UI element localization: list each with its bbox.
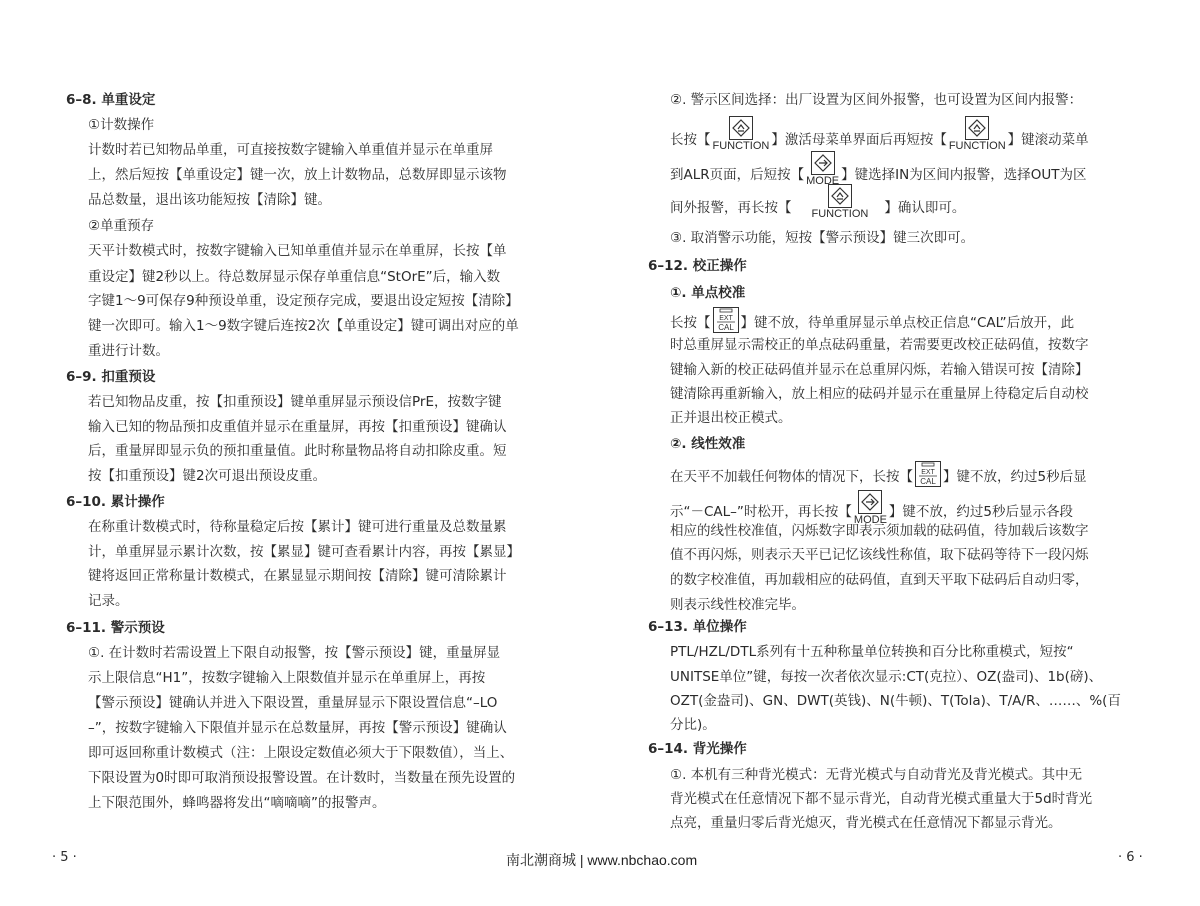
function-icon — [965, 116, 989, 140]
text-line: 输入已知的物品预扣皮重值并显示在重量屏，再按【扣重预设】键确认 — [88, 419, 507, 435]
text-line: 字键1～9可保存9种预设单重，设定预存完成，要退出设定短按【清除】 — [88, 293, 519, 309]
unit-line-3: OZT(金盎司)、GN、DWT(英钱)、N(牛顿)、T(Tola)、T/A/R、……、%(百 — [670, 693, 1121, 709]
text-line: 上，然后短按【单重设定】键一次，放上计数物品，总数屏即显示该物 — [88, 167, 507, 183]
backlight-line-3: 点亮，重量归零后背光熄灭，背光模式在任意情况下都显示背光。 — [670, 815, 1062, 831]
calibration-line-4: 键清除再重新输入，放上相应的砝码并显示在重量屏上待稳定后自动校 — [670, 386, 1089, 402]
text-line: ①. 在计数时若需设置上下限自动报警，按【警示预设】键，重量屏显 — [88, 645, 501, 661]
calibration-line-2: 时总重屏显示需校正的单点砝码重量，若需要更改校正砝码值，按数字 — [670, 337, 1089, 353]
text-line: –”，按数字键输入下限值并显示在总数量屏，再按【警示预设】键确认 — [88, 720, 507, 736]
text-line: 【警示预设】键确认并进入下限设置，重量屏显示下限设置信息“–LO — [88, 695, 498, 711]
function-icon — [828, 184, 852, 208]
section-heading: 6–9. 扣重预设 — [66, 369, 156, 385]
section-heading: 6–11. 警示预设 — [66, 620, 165, 636]
unit-line-2: UNITSE单位”键，每按一次者依次显示:CT(克拉）、OZ(盎司)、1b(磅)、 — [670, 669, 1103, 685]
text-line: 上下限范围外，蜂鸣器将发出“嘀嘀嘀”的报警声。 — [88, 795, 386, 811]
section-6-12-heading: 6–12. 校正操作 — [648, 258, 747, 274]
mode-key: MODE — [854, 490, 887, 526]
linear-line-1: 在天平不加载任何物体的情况下，长按【 EXT CAL 】键不放，约过5秒后显 — [670, 464, 1087, 490]
section-6-13-heading: 6–13. 单位操作 — [648, 619, 747, 635]
backlight-line-2: 背光模式在任意情况下都不显示背光，自动背光模式重量大于5d时背光 — [670, 791, 1093, 807]
linear-line-6: 则表示线性校准完毕。 — [670, 597, 805, 613]
ext-cal-key — [915, 461, 941, 487]
text-line: 下限设置为0时即可取消预设报警设置。在计数时，当数量在预先设置的 — [88, 770, 516, 786]
section-heading: 6–8. 单重设定 — [66, 92, 156, 108]
unit-line-4: 分比)。 — [670, 717, 716, 733]
alarm-zone-line-3: 到ALR页面，后短按【 MODE 】键选择IN为区间内报警，选择OUT为区 — [670, 157, 1086, 193]
text-line: 键一次即可。输入1～9数字键后连按2次【单重设定】键可调出对应的单 — [88, 318, 519, 334]
function-key: FUNCTION — [713, 116, 770, 152]
text-line: 后，重量屏即显示负的预扣重量值。此时称量物品将自动扣除皮重。短 — [88, 443, 507, 459]
text-line: 重设定】键2秒以上。待总数屏显示保存单重信息“StOrE”后，输入数 — [88, 269, 501, 285]
alarm-zone-line-2: 长按【 FUNCTION 】激活母菜单界面后再短按【 FUNCTION 】键滚动菜单 — [670, 122, 1089, 158]
linear-line-4: 值不再闪烁，则表示天平已记忆该线性称值，取下砝码等待下一段闪烁 — [670, 547, 1089, 563]
ext-cal-icon — [915, 461, 941, 487]
text-line: 计，单重屏显示累计次数，按【累显】键可查看累计内容，再按【累显】 — [88, 544, 520, 560]
left-page-number: · 5 · — [52, 850, 77, 865]
mode-icon — [811, 151, 835, 175]
text-line: 记录。 — [88, 593, 129, 609]
right-page-number: · 6 · — [1118, 850, 1143, 865]
svg-text:CAL: CAL — [717, 323, 734, 332]
text-line: 键将返回正常称量计数模式，在累显显示期间按【清除】键可清除累计 — [88, 568, 507, 584]
text-line: 重进行计数。 — [88, 343, 169, 359]
linear-line-5: 的数字校准值，再加载相应的砝码值，直到天平取下砝码后自动归零， — [670, 572, 1089, 588]
unit-line-1: PTL/HZL/DTL系列有十五种称量单位转换和百分比称重模式，短按“ — [670, 644, 1074, 660]
alarm-zone-line-4: 间外报警，再长按【 FUNCTION 】确认即可。 — [670, 190, 965, 226]
text-line: ①计数操作 — [88, 117, 155, 133]
text-line: 天平计数模式时，按数字键输入已知单重值并显示在单重屏，长按【单 — [88, 243, 507, 259]
linear-line-3: 相应的线性校准值，闪烁数字即表示须加载的砝码值，待加载后该数字 — [670, 523, 1089, 539]
svg-text:CAL: CAL — [920, 477, 936, 486]
function-key: FUNCTION — [949, 116, 1006, 152]
svg-text:EXT: EXT — [921, 469, 935, 476]
calibration-line-5: 正并退出校正模式。 — [670, 410, 792, 426]
svg-text:EXT: EXT — [718, 315, 733, 322]
cancel-alarm-text: ③. 取消警示功能，短按【警示预设】键三次即可。 — [670, 230, 975, 246]
alarm-zone-text: ②. 警示区间选择：出厂设置为区间外报警，也可设置为区间内报警： — [670, 92, 1083, 108]
text-line: 品总数量，退出该功能短按【清除】键。 — [88, 192, 331, 208]
text-line: 在称重计数模式时，待称量稳定后按【累计】键可进行重量及总数量累 — [88, 519, 507, 535]
mode-icon — [858, 490, 882, 514]
linear-line-2: 示“－CAL–”时松开，再长按【 MODE 】键不放，约过5秒后显示各段 — [670, 494, 1073, 530]
backlight-line-1: ①. 本机有三种背光模式：无背光模式与自动背光及背光模式。其中无 — [670, 767, 1083, 783]
linear-heading: ②. 线性效准 — [670, 436, 746, 452]
calibration-line-3: 键输入新的校正砝码值并显示在总重屏闪烁，若输入错误可按【清除】 — [670, 362, 1089, 378]
function-icon — [729, 116, 753, 140]
ext-cal-key — [713, 307, 739, 333]
single-point-heading: ①. 单点校准 — [670, 285, 746, 301]
text-line: 若已知物品皮重，按【扣重预设】键单重屏显示预设信PrE，按数字键 — [88, 394, 502, 410]
section-6-14-heading: 6–14. 背光操作 — [648, 741, 747, 757]
text-line: 示上限信息“H1”，按数字键输入上限数值并显示在单重屏上，再按 — [88, 670, 486, 686]
text-line: 计数时若已知物品单重，可直接按数字键输入单重值并显示在单重屏 — [88, 142, 493, 158]
text-line: ②单重预存 — [88, 218, 155, 234]
calibration-line-1: 长按【 EXT CAL 】键不放，待单重屏显示单点校正信息“CAL”后放开，此 — [670, 310, 1074, 336]
footer-site[interactable]: 南北潮商城 | www.nbchao.com — [506, 852, 698, 868]
section-heading: 6–10. 累计操作 — [66, 494, 165, 510]
function-key: FUNCTION — [812, 184, 869, 220]
mode-key: MODE — [806, 151, 839, 187]
text-line: 即可返回称重计数模式（注：上限设定数值必须大于下限数值），当上、 — [88, 745, 514, 761]
ext-cal-icon — [713, 307, 739, 333]
text-line: 按【扣重预设】键2次可退出预设皮重。 — [88, 468, 327, 484]
